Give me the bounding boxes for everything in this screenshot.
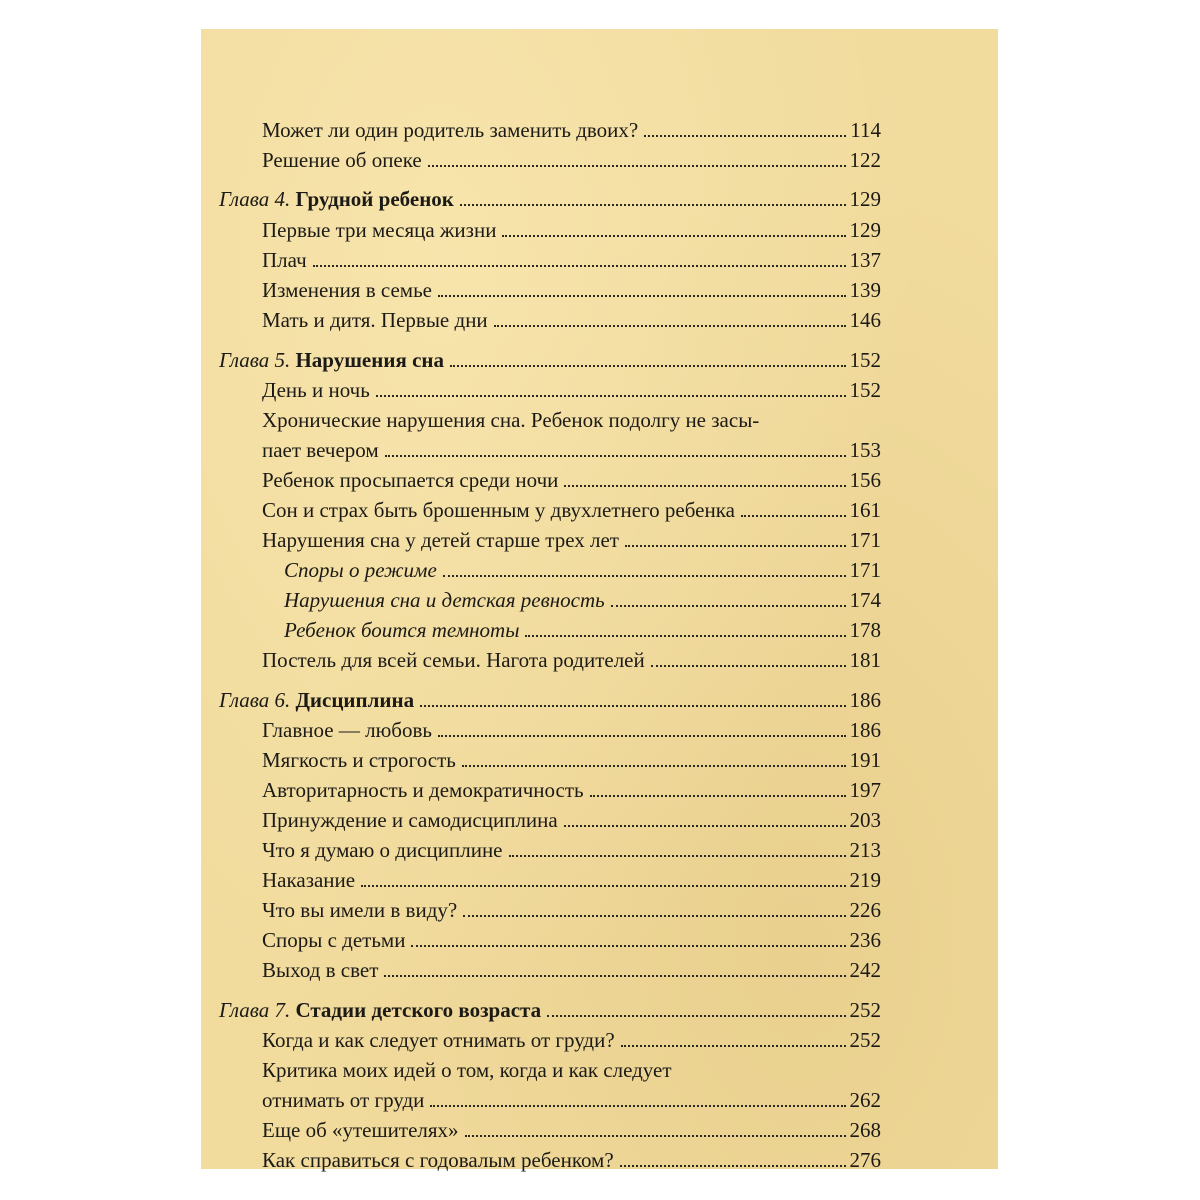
page-number: 178 <box>849 618 881 642</box>
dot-leader <box>621 1045 846 1047</box>
entry-title: Выход в свет <box>262 958 379 982</box>
dot-leader <box>376 395 846 397</box>
toc-entry <box>262 773 881 803</box>
page-number: 114 <box>850 118 881 142</box>
toc-entry <box>262 1113 881 1143</box>
entry-title: Первые три месяца жизни <box>262 218 497 242</box>
toc-entry <box>262 143 881 173</box>
page-number: 137 <box>849 248 881 272</box>
page-number: 139 <box>849 278 881 302</box>
dot-leader <box>313 265 846 267</box>
toc-entry <box>262 273 881 303</box>
toc-entry <box>262 923 881 953</box>
entry-title: Когда и как следует отнимать от груди? <box>262 1028 615 1052</box>
dot-leader <box>741 515 846 517</box>
toc-entry <box>262 953 881 983</box>
entry-title: Что я думаю о дисциплине <box>262 838 503 862</box>
dot-leader <box>438 735 846 737</box>
dot-leader <box>465 1135 846 1137</box>
dot-leader <box>361 885 845 887</box>
page-number: 186 <box>849 718 881 742</box>
book-page <box>201 29 998 1172</box>
toc-entry <box>262 1023 881 1053</box>
page-number: 174 <box>849 588 881 612</box>
page-number: 156 <box>849 468 881 492</box>
dot-leader <box>450 365 846 367</box>
entry-title: Авторитарность и демократичность <box>262 778 584 802</box>
entry-title: Принуждение и самодисциплина <box>262 808 558 832</box>
entry-title: Критика моих идей о том, когда и как следует <box>262 1058 672 1082</box>
dot-leader <box>547 1015 845 1017</box>
entry-title: отнимать от груди <box>262 1088 425 1112</box>
entry-title: Ребенок просыпается среди ночи <box>262 468 559 492</box>
dot-leader <box>428 165 846 167</box>
page-number: 213 <box>849 838 881 862</box>
entry-title: Ребенок боится темноты <box>284 618 520 642</box>
dot-leader <box>509 855 846 857</box>
toc-entry <box>262 803 881 833</box>
dot-leader <box>494 325 846 327</box>
chapter-label: Глава 6. <box>219 688 291 712</box>
toc-entry <box>262 833 881 863</box>
page-number: 191 <box>849 748 881 772</box>
page-number: 252 <box>849 1028 881 1052</box>
entry-title: Решение об опеке <box>262 148 422 172</box>
dot-leader <box>625 545 846 547</box>
page-number: 153 <box>849 438 881 462</box>
entry-title: Нарушения сна и детская ревность <box>284 588 605 612</box>
entry-title: Споры с детьми <box>262 928 406 952</box>
page-number: 129 <box>849 218 881 242</box>
toc-entry <box>262 893 881 923</box>
dot-leader <box>644 135 846 137</box>
entry-title: Постель для всей семьи. Нагота родителей <box>262 648 645 672</box>
entry-title: День и ночь <box>262 378 370 402</box>
toc-entry <box>262 463 881 493</box>
toc-entry <box>262 713 881 743</box>
dot-leader <box>590 795 846 797</box>
chapter-title: Дисциплина <box>295 688 415 712</box>
entry-title: Что вы имели в виду? <box>262 898 458 922</box>
toc-entry <box>262 113 881 143</box>
chapter-title: Грудной ребенок <box>295 187 454 211</box>
page-number: 171 <box>849 558 881 582</box>
page-number: 226 <box>849 898 881 922</box>
toc-entry <box>262 243 881 273</box>
toc-subentry <box>284 583 881 613</box>
page-number: 197 <box>849 778 881 802</box>
entry-title: Хронические нарушения сна. Ребенок подолгу не засы- <box>262 408 760 432</box>
page-number: 146 <box>849 308 881 332</box>
entry-title: Мягкость и строгость <box>262 748 456 772</box>
dot-leader <box>564 825 846 827</box>
toc-subentry <box>284 553 881 583</box>
toc-entry <box>262 743 881 773</box>
toc-subentry <box>284 613 881 643</box>
toc-entry <box>262 643 881 673</box>
entry-title: Нарушения сна у детей старше трех лет <box>262 528 619 552</box>
entry-title: Как справиться с годовалым ребенком? <box>262 1148 614 1172</box>
entry-title: Может ли один родитель заменить двоих? <box>262 118 639 142</box>
dot-leader <box>430 1105 845 1107</box>
page-number: 181 <box>849 648 881 672</box>
chapter-heading <box>219 683 881 713</box>
page-number: 186 <box>849 688 881 712</box>
entry-title: Наказание <box>262 868 356 892</box>
page-number: 203 <box>849 808 881 832</box>
toc-entry-first-line <box>262 403 881 433</box>
dot-leader <box>525 635 845 637</box>
toc-entry <box>262 303 881 333</box>
entry-title: Споры о режиме <box>284 558 437 582</box>
entry-title: Мать и дитя. Первые дни <box>262 308 488 332</box>
page-number: 129 <box>849 187 881 211</box>
toc-entry <box>262 373 881 403</box>
entry-title: Сон и страх быть брошенным у двухлетнего ребенка <box>262 498 735 522</box>
dot-leader <box>611 605 846 607</box>
dot-leader <box>443 575 846 577</box>
page-number: 122 <box>849 148 881 172</box>
dot-leader <box>651 665 846 667</box>
page-number: 152 <box>849 348 881 372</box>
page-number: 219 <box>849 868 881 892</box>
page-number: 268 <box>849 1118 881 1142</box>
chapter-title: Нарушения сна <box>295 348 444 372</box>
dot-leader <box>502 235 845 237</box>
page-number: 242 <box>849 958 881 982</box>
entry-title: Изменения в семье <box>262 278 432 302</box>
table-of-contents <box>201 29 998 1172</box>
chapter-title: Стадии детского возраста <box>295 998 542 1022</box>
toc-entry <box>262 1083 881 1113</box>
toc-entry <box>262 523 881 553</box>
page-number: 161 <box>849 498 881 522</box>
page-number: 252 <box>849 998 881 1022</box>
page-number: 276 <box>849 1148 881 1172</box>
toc-entry <box>262 863 881 893</box>
entry-title: Еще об «утешителях» <box>262 1118 459 1142</box>
entry-title: Главное — любовь <box>262 718 432 742</box>
page-number: 236 <box>849 928 881 952</box>
entry-title: Плач <box>262 248 307 272</box>
page-number: 262 <box>849 1088 881 1112</box>
chapter-heading <box>219 993 881 1023</box>
page-number: 152 <box>849 378 881 402</box>
dot-leader <box>420 705 845 707</box>
dot-leader <box>460 204 846 206</box>
toc-entry <box>262 433 881 463</box>
dot-leader <box>463 915 845 917</box>
dot-leader <box>384 975 845 977</box>
dot-leader <box>411 945 845 947</box>
chapter-heading <box>219 343 881 373</box>
dot-leader <box>438 295 846 297</box>
dot-leader <box>462 765 846 767</box>
dot-leader <box>564 485 845 487</box>
toc-entry <box>262 1143 881 1173</box>
page-number: 171 <box>849 528 881 552</box>
dot-leader <box>620 1165 846 1167</box>
chapter-label: Глава 4. <box>219 187 291 211</box>
chapter-heading <box>219 182 881 212</box>
chapter-label: Глава 5. <box>219 348 291 372</box>
dot-leader <box>385 455 846 457</box>
entry-title: пает вечером <box>262 438 379 462</box>
toc-entry <box>262 213 881 243</box>
toc-entry-first-line <box>262 1053 881 1083</box>
toc-entry <box>262 493 881 523</box>
chapter-label: Глава 7. <box>219 998 291 1022</box>
